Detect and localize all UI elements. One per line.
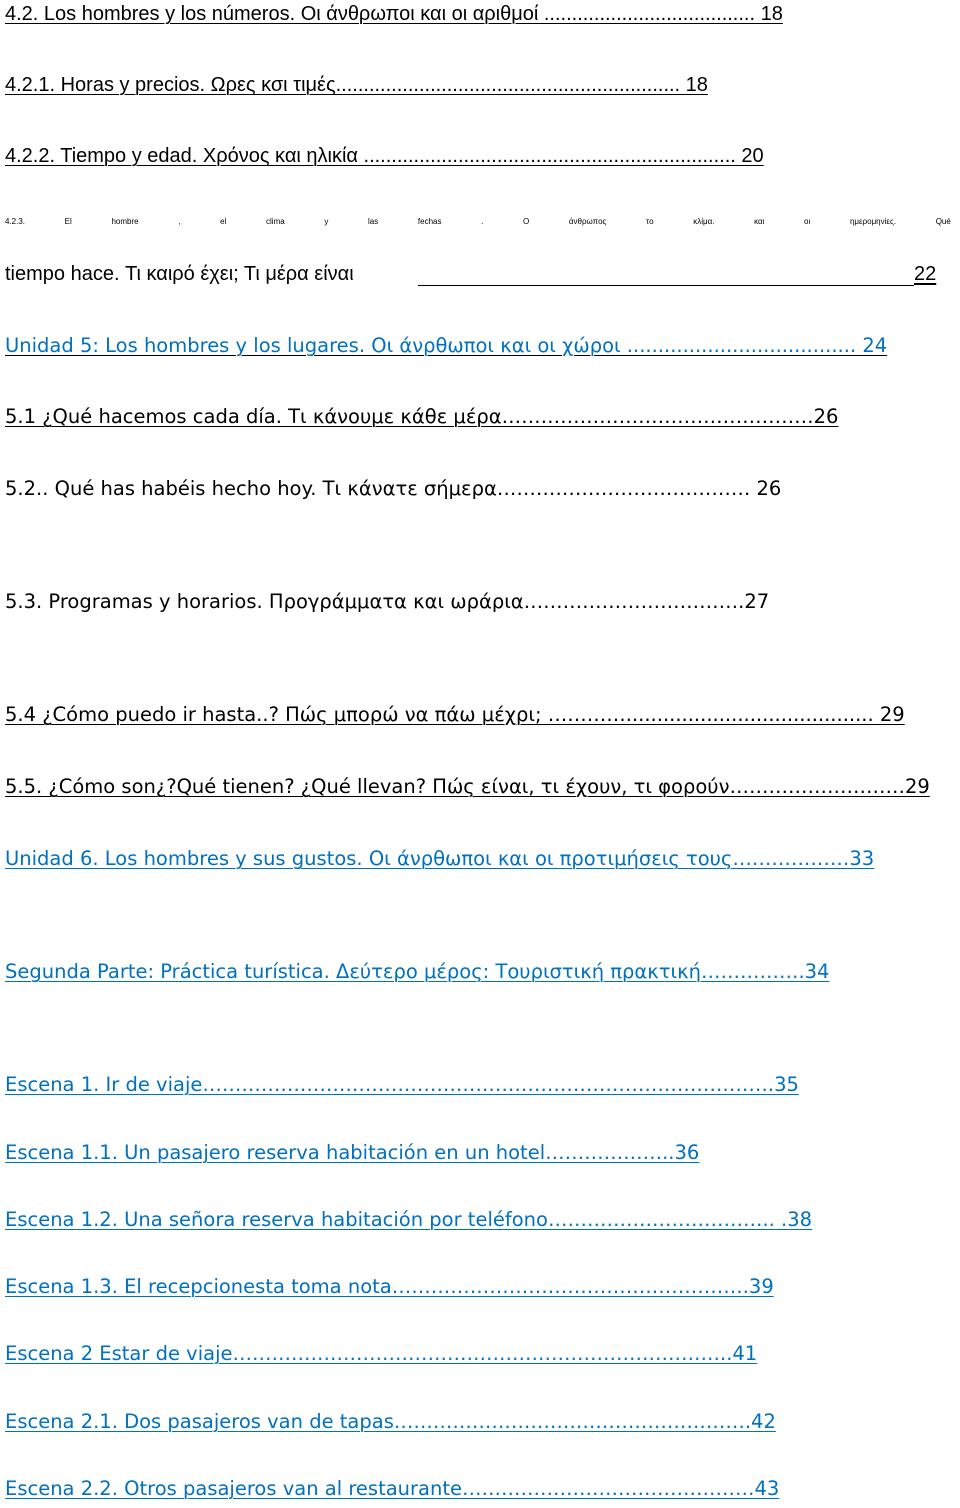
toc-entry-escena-1-3[interactable]: Escena 1.3. El recepcionesta toma nota……………………………………………….39 [5,1275,774,1298]
toc-entry-4-2-3-line2[interactable]: tiempo hace. Τι καιρό έχει; Τι μέρα είναι [5,263,354,285]
toc-word: οι [804,217,811,226]
toc-word: El [64,217,72,226]
toc-entry-escena-1-1[interactable]: Escena 1.1. Un pasajero reserva habitación en un hotel………………..36 [5,1141,700,1164]
toc-word: las [368,217,379,226]
toc-page-number[interactable]: 22 [914,263,937,285]
toc-entry-5-2[interactable]: 5.2.. Qué has habéis hecho hoy. Τι κάνατε σήμερα………………………………… 26 [5,477,782,500]
toc-word: Ο [523,217,530,226]
toc-word: clima [266,217,285,226]
toc-word: hombre [111,217,139,226]
toc-entry-5-5[interactable]: 5.5. ¿Cómo son¿?Qué tienen? ¿Qué llevan? Πώς είναι, τι έχουν, τι φορούν………………………29 [5,775,930,798]
toc-leader-line [418,285,914,286]
toc-entry-5-3[interactable]: 5.3. Programas y horarios. Προγράμματα και ωράρια…………………………….27 [5,590,770,613]
toc-word: και [754,217,765,226]
toc-entry-4-2-1[interactable]: 4.2.1. Horas y precios. Ωρες κσι τιμές.............................................................. 18 [5,74,708,96]
toc-word: y [324,217,329,226]
toc-entry-escena-2-1[interactable]: Escena 2.1. Dos pasajeros van de tapas……………………………………………….42 [5,1410,776,1433]
toc-entry-5-1[interactable]: 5.1 ¿Qué hacemos cada día. Τι κάνουμε κάθε μέρα…………………………………………26 [5,405,839,428]
toc-word: άνθρωπος [568,217,607,226]
toc-word: , [178,217,181,226]
toc-entry-5-4[interactable]: 5.4 ¿Cómo puedo ir hasta..? Πώς μπορώ να πάω μέχρι; …………........................................ 29 [5,703,905,726]
toc-word: 4.2.3. [5,217,26,226]
toc-word: κλίμα. [693,217,715,226]
toc-entry-4-2-3-line1[interactable] [5,218,951,226]
toc-word: το [646,217,654,226]
toc-entry-escena-1-2[interactable]: Escena 1.2. Una señora reserva habitación por teléfono…………………………….. .38 [5,1208,813,1231]
toc-word: . [481,217,484,226]
toc-entry-4-2[interactable]: 4.2. Los hombres y los números. Οι άνθρωποι και οι αριθμοί ...................................... 18 [5,3,783,25]
toc-entry-segunda-parte[interactable]: Segunda Parte: Práctica turística. Δεύτερο μέρος: Τουριστική πρακτική…………….34 [5,960,830,983]
toc-entry-escena-1[interactable]: Escena 1. Ir de viaje…………………………………………………………………………….35 [5,1073,799,1096]
toc-entry-4-2-2[interactable]: 4.2.2. Tiempo y edad. Χρόνος και ηλικία ................................................................... 20 [5,145,764,167]
toc-word: fechas [417,217,442,226]
toc-entry-unidad-6[interactable]: Unidad 6. Los hombres y sus gustos. Οι άνρθωποι και οι προτιμήσεις τους………………33 [5,847,875,870]
toc-word: Qué [935,217,951,226]
toc-word: el [220,217,227,226]
toc-entry-escena-2[interactable]: Escena 2 Estar de viaje…………………………………………………………………..41 [5,1342,758,1365]
toc-entry-unidad-5[interactable]: Unidad 5: Los hombres y los lugares. Οι άνρθωποι και οι χώροι ..................................... 24 [5,334,888,357]
toc-entry-escena-2-2[interactable]: Escena 2.2. Otros pasajeros van al restaurante………………………………………43 [5,1477,780,1500]
toc-word: ημερομηνίες. [849,217,897,226]
